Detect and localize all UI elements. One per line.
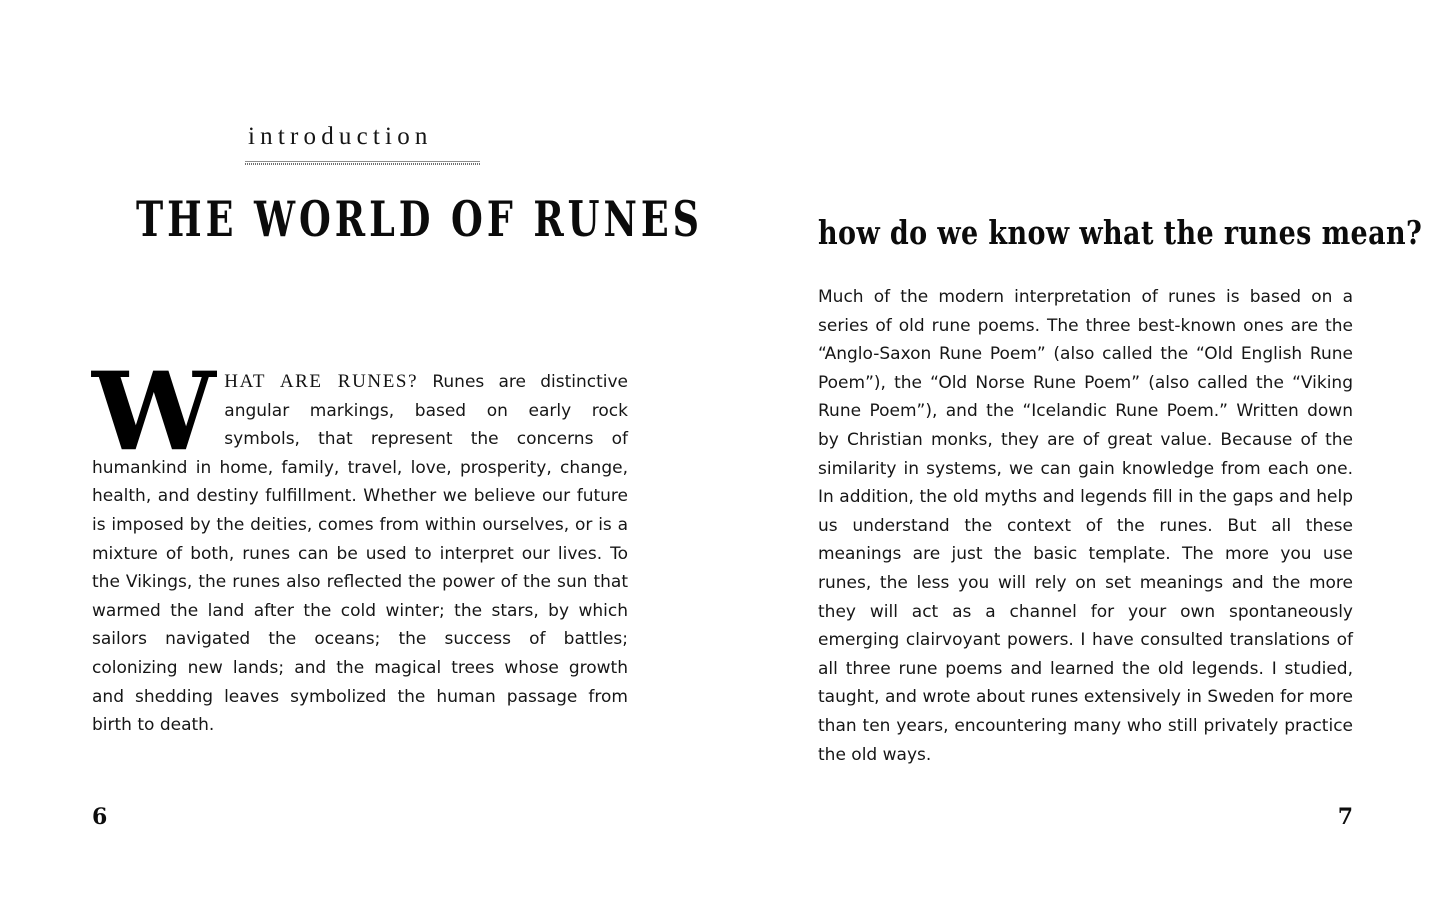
lead-small-caps: HAT ARE RUNES? — [224, 371, 419, 392]
drop-cap: W — [92, 349, 216, 475]
left-body-text: Runes are distinctive angular markings, based on early rock symbols, that represent the concerns of humankind in home, family, travel, love, prosperity, change, health, and destiny fulfillment. Whether we believe our future is imposed by the deities, comes from within ourselves, or is a mixture of both, runes can be used to interpret our lives. To the Vikings, the runes also reflected the power of the sun that warmed the land after the cold winter; the stars, by which sailors navigated the oceans; the success of battles; colonizing new lands; and the magical trees whose growth and shedding leaves symbolized the human passage from birth to death. — [92, 372, 629, 736]
rule-dotted-line — [245, 163, 480, 165]
rule-solid-line — [245, 161, 480, 162]
chapter-eyebrow: introduction — [248, 123, 433, 150]
right-body-text: Much of the modern interpretation of runes is based on a series of old rune poems. The three best-known ones are the “Anglo-Saxon Rune Poem” (also called the “Old English Rune Poem”), the “Old Norse Rune Poem” (also called the “Viking Rune Poem”), and the “Icelandic Rune Poem.” Written down by Christian monks, they are of great value. Because of the similarity in systems, we can gain knowledge from each one. In addition, the old myths and legends fill in the gaps and help us understand the context of the runes. But all these meanings are just the basic template. The more you use runes, the less you will rely on set meanings and the more they will act as a channel for your own spontaneously emerging clairvoyant powers. I have consulted translations of all three rune poems and learned the old legends. I studied, taught, and wrote about runes extensively in Sweden for more than ten years, encountering many who still privately practice the old ways. — [818, 287, 1353, 765]
chapter-eyebrow-rule — [245, 161, 480, 166]
right-page — [722, 0, 1445, 903]
page-number-right: 7 — [1337, 804, 1353, 830]
left-column-body — [92, 349, 629, 740]
left-page — [0, 0, 722, 903]
chapter-title: THE WORLD OF RUNES — [136, 191, 703, 248]
page-number-left: 6 — [92, 804, 108, 830]
section-heading: how do we know what the runes mean? — [818, 214, 1423, 253]
